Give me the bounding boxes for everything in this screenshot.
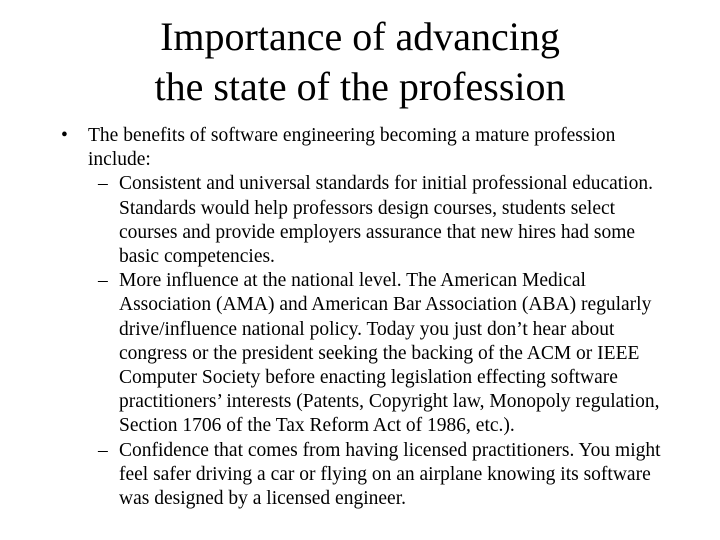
sub-bullet-standards xyxy=(58,172,678,269)
sub-bullet-marker: – xyxy=(98,439,108,461)
slide-title xyxy=(60,12,660,112)
title-line-2: the state of the profession xyxy=(154,64,566,109)
sub-bullet-confidence xyxy=(58,439,678,512)
sub-bullet-marker: – xyxy=(98,173,108,195)
sub-bullet-marker: – xyxy=(98,270,108,292)
slide-body xyxy=(58,124,678,511)
sub-bullet-influence xyxy=(58,269,678,438)
bullet-marker: • xyxy=(61,125,68,146)
sub-bullet-text: Confidence that comes from having licensed practitioners. You might feel safer driving a car or flying on an airplane knowing its software was designed by a licensed engineer. xyxy=(119,439,661,510)
sub-bullet-text: Consistent and universal standards for initial professional education. Standards would help professors design courses, students select courses and provide employers assurance that new hires had some basic competencies. xyxy=(119,173,653,268)
title-line-1: Importance of advancing xyxy=(160,14,560,59)
main-bullet-text: The benefits of software engineering becoming a mature profession include: xyxy=(88,125,616,171)
sub-bullet-text: More influence at the national level. The American Medical Association (AMA) and American Bar Association (ABA) regularly drive/influence national policy. Today you just don’t hear about congress or the president seeking the backing of the ACM or IEEE Computer Society before enacting legislation effecting software practitioners’ interests (Patents, Copyright law, Monopoly regulation, Section 1706 of the Tax Reform Act of 1986, etc.). xyxy=(119,270,660,437)
main-bullet xyxy=(58,124,678,172)
